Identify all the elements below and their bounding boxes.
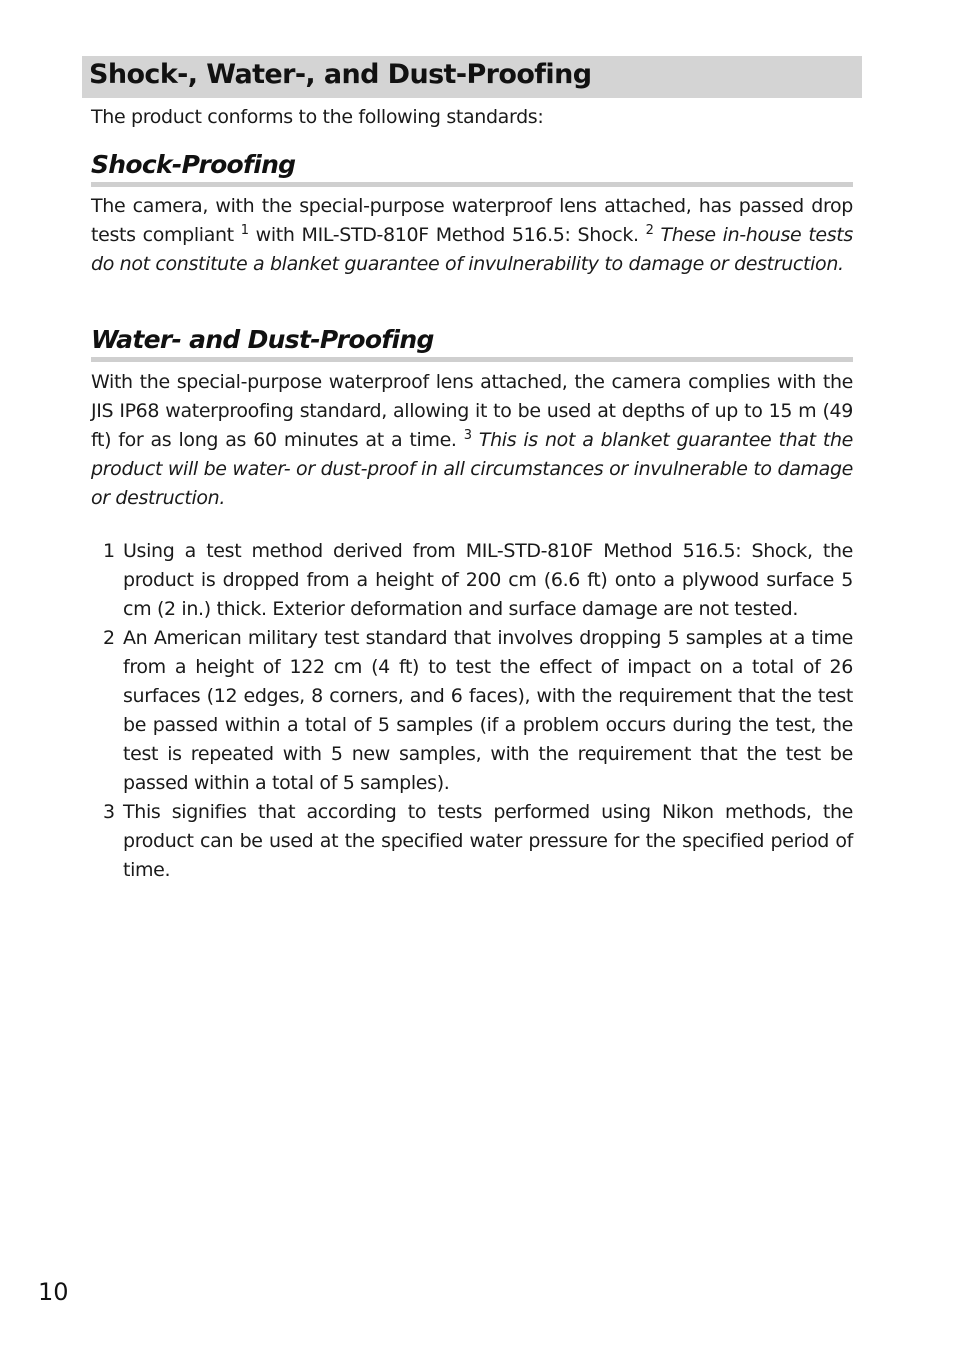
- footnote-ref-3: 3: [463, 428, 472, 443]
- footnote-text: This signifies that according to tests performed using Nikon methods, the product can be used at the specified water pressure for the specified period of time.: [123, 801, 853, 881]
- water-dust-proofing-paragraph: [91, 368, 853, 513]
- footnote-item: [96, 798, 853, 885]
- shock-proofing-title: Shock-Proofing: [91, 150, 296, 179]
- footnote-ref-2: 2: [645, 223, 654, 238]
- shock-text-part-1: The camera, with the special-purpose waterproof lens attached, has passed drop tests compliant: [91, 195, 853, 246]
- page-number: 10: [38, 1278, 69, 1306]
- footnote-ref-1: 1: [240, 223, 249, 238]
- section-heading-bar: [82, 56, 862, 98]
- footnote-number: 1: [103, 540, 115, 562]
- water-dust-proofing-heading: [91, 323, 853, 362]
- water-text: With the special-purpose waterproof lens attached, the camera complies with the JIS IP68 waterproofing standard, allowing it to be used at depths of up to 15 m (49 ft) for as long as 60 minutes at a time.: [91, 371, 853, 451]
- shock-proofing-paragraph: [91, 192, 853, 279]
- footnote-text: An American military test standard that involves dropping 5 samples at a time from a height of 122 cm (4 ft) to test the effect of impact on a total of 26 surfaces (12 edges, 8 corners, and 6 faces), with the requirement that the test be passed within a total of 5 samples (if a problem occurs during the test, the test is repeated with 5 new samples, with the requirement that the test be passed within a total of 5 samples).: [123, 627, 853, 794]
- page-title: Shock-, Water-, and Dust-Proofing: [89, 59, 592, 90]
- water-disclaimer: This is not a blanket guarantee that the product will be water- or dust-proof in all circumstances or invulnerable to damage or destruction.: [91, 429, 853, 509]
- footnote-number: 2: [103, 627, 115, 649]
- footnote-text: Using a test method derived from MIL-STD-810F Method 516.5: Shock, the product is dropped from a height of 200 cm (6.6 ft) onto a plywood surface 5 cm (2 in.) thick. Exterior deformation and surface damage are not tested.: [123, 540, 853, 620]
- intro-text: The product conforms to the following standards:: [91, 106, 544, 128]
- shock-proofing-heading: [91, 148, 853, 187]
- footnote-item: [96, 624, 853, 798]
- footnote-item: [96, 537, 853, 624]
- shock-disclaimer: These in-house tests do not constitute a blanket guarantee of invulnerability to damage or destruction.: [91, 224, 853, 275]
- footnote-number: 3: [103, 801, 115, 823]
- water-dust-proofing-title: Water- and Dust-Proofing: [91, 325, 434, 354]
- shock-text-part-2: with MIL-STD-810F Method 516.5: Shock.: [248, 224, 639, 246]
- footnotes-list: [96, 537, 853, 885]
